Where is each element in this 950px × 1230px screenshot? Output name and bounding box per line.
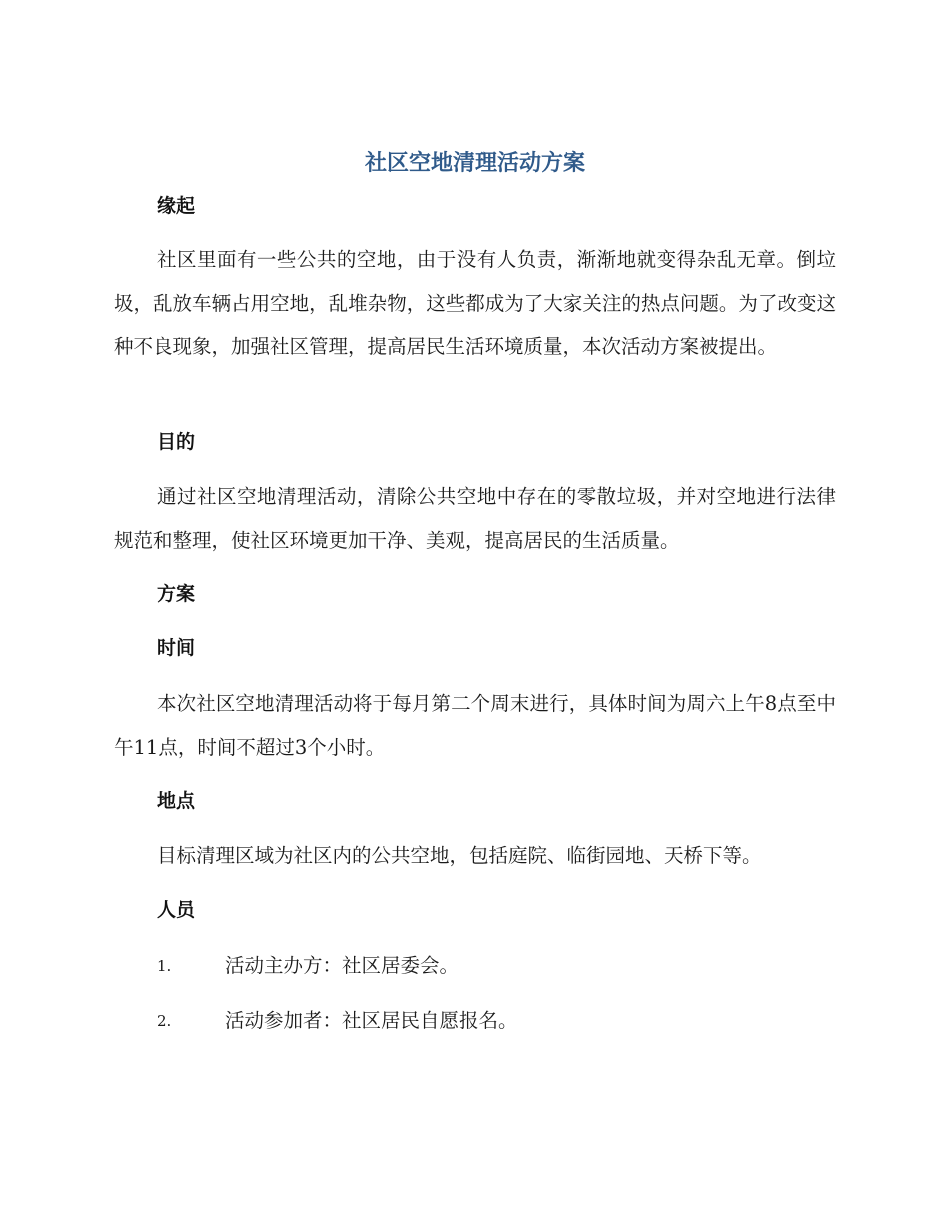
- paragraph-location: 目标清理区域为社区内的公共空地，包括庭院、临街园地、天桥下等。: [157, 844, 762, 867]
- heading-plan: 方案: [157, 583, 196, 605]
- list-item-text: 活动主办方：社区居委会。: [225, 954, 460, 977]
- heading-time: 时间: [157, 637, 196, 659]
- heading-purpose: 目的: [157, 431, 196, 453]
- document-title: 社区空地清理活动方案: [364, 151, 585, 176]
- paragraph-origin: 社区里面有一些公共的空地，由于没有人负责，渐渐地就变得杂乱无章。倒垃圾，乱放车辆占用空地，乱堆杂物，这些都成为了大家关注的热点问题。为了改变这种不良现象，加强社区管理，提高居民生活环境质量，本次活动方案被提出。: [114, 248, 836, 358]
- paragraph-time: 本次社区空地清理活动将于每月第二个周末进行，具体时间为周六上午8点至中午11点，时间不超过3个小时。: [114, 692, 836, 759]
- paragraph-purpose: 通过社区空地清理活动，清除公共空地中存在的零散垃圾，并对空地进行法律规范和整理，使社区环境更加干净、美观，提高居民的生活质量。: [114, 485, 836, 552]
- heading-personnel: 人员: [157, 899, 196, 921]
- heading-origin: 缘起: [157, 195, 196, 217]
- list-item-number: 2.: [157, 1012, 172, 1030]
- list-item-number: 1.: [157, 957, 172, 975]
- heading-location: 地点: [157, 790, 196, 812]
- list-item-text: 活动参加者：社区居民自愿报名。: [225, 1009, 518, 1032]
